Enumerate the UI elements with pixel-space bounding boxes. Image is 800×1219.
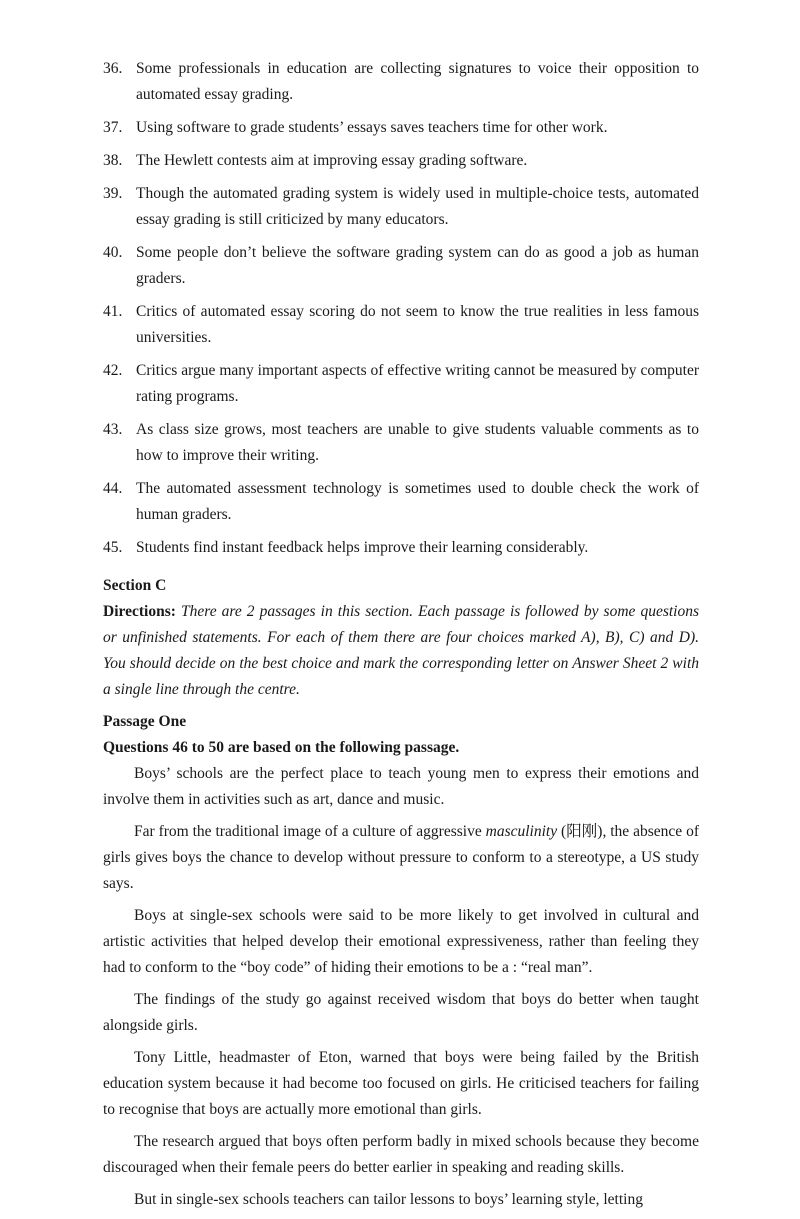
passage-paragraph-7: But in single-sex schools teachers can tailor lessons to boys’ learning style, letting: [134, 1191, 643, 1208]
passage-paragraph-4: The findings of the study go against received wisdom that boys do better when taught alongside girls.: [103, 991, 699, 1034]
statement-text: As class size grows, most teachers are unable to give students valuable comments as to how to improve their writing.: [136, 421, 699, 464]
statement-text: Critics of automated essay scoring do not seem to know the true realities in less famous universities.: [136, 303, 699, 346]
passage-paragraph-1: Boys’ schools are the perfect place to teach young men to express their emotions and involve them in activities such as art, dance and music.: [103, 765, 699, 808]
document-page: [103, 56, 699, 1219]
statement-number: 37.: [103, 119, 123, 136]
paragraph-text: Far from the traditional image of a culture of aggressive: [134, 823, 486, 840]
passage-paragraph-6: The research argued that boys often perform badly in mixed schools because they become discouraged when their female peers do better earlier in speaking and reading skills.: [103, 1133, 699, 1176]
statement-41: [103, 299, 699, 351]
statement-40: [103, 240, 699, 292]
statement-39: [103, 181, 699, 233]
section-heading: Section C: [103, 577, 167, 594]
statement-text: Some professionals in education are collecting signatures to voice their opposition to automated essay grading.: [136, 60, 699, 103]
passage-paragraph-5: Tony Little, headmaster of Eton, warned that boys were being failed by the British education system because it had become too focused on girls. He criticised teachers for failing to recognise that boys are actually more emotional than girls.: [103, 1049, 699, 1118]
passage-subtitle: Questions 46 to 50 are based on the following passage.: [103, 739, 460, 756]
statement-text: Critics argue many important aspects of effective writing cannot be measured by computer rating programs.: [136, 362, 699, 405]
statement-number: 42.: [103, 362, 123, 379]
passage-paragraph-3: Boys at single-sex schools were said to be more likely to get involved in cultural and artistic activities that helped develop their emotional expressiveness, rather than feeling they had to conform to the “boy code” of hiding their emotions to be a : “real man”.: [103, 907, 699, 976]
statement-42: [103, 358, 699, 410]
directions-text: There are 2 passages in this section. Each passage is followed by some questions or unfinished statements. For each of them there are four choices marked A), B), C) and D). You should decide on the best choice and mark the corresponding letter on Answer Sheet 2 with a single line through the centre.: [103, 603, 700, 698]
statement-text: Some people don’t believe the software grading system can do as good a job as human graders.: [136, 244, 699, 287]
section-directions: [103, 599, 699, 703]
statement-number: 43.: [103, 421, 123, 438]
statement-43: [103, 417, 699, 469]
statement-36: [103, 56, 699, 108]
statement-number: 40.: [103, 244, 123, 261]
statement-number: 38.: [103, 152, 123, 169]
statement-number: 44.: [103, 480, 123, 497]
statement-38: [103, 148, 699, 174]
statement-44: [103, 476, 699, 528]
statement-number: 39.: [103, 185, 123, 202]
statement-45: [103, 535, 699, 561]
statement-text: Using software to grade students’ essays saves teachers time for other work.: [136, 119, 608, 136]
statement-text: Though the automated grading system is widely used in multiple-choice tests, automated essay grading is still criticized by many educators.: [136, 185, 699, 228]
statement-number: 45.: [103, 539, 123, 556]
passage-paragraph-2: [103, 819, 699, 897]
statement-37: [103, 115, 699, 141]
statement-text: Students find instant feedback helps improve their learning considerably.: [136, 539, 589, 556]
statement-number: 41.: [103, 303, 123, 320]
statement-text: The automated assessment technology is sometimes used to double check the work of human graders.: [136, 480, 699, 523]
directions-label: Directions:: [103, 603, 176, 620]
passage-title: Passage One: [103, 713, 187, 730]
statement-text: The Hewlett contests aim at improving essay grading software.: [136, 152, 528, 169]
statement-list: [103, 56, 699, 561]
glossed-term: masculinity: [485, 823, 558, 840]
statement-number: 36.: [103, 60, 123, 77]
paragraph-text: (阳刚), the absence of girls gives boys the chance to develop without pressure to conform to a stereotype, a US study says.: [103, 823, 699, 892]
